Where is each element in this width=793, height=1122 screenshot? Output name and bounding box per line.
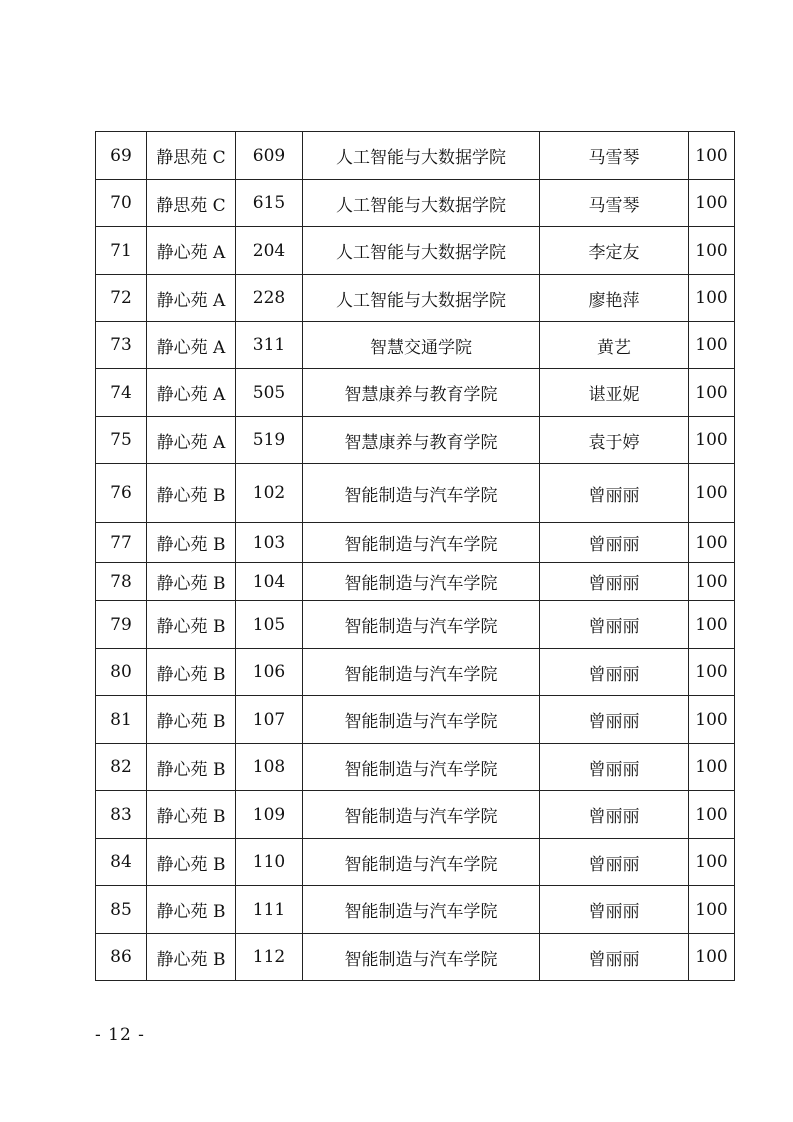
- cell-room: 228: [236, 275, 303, 322]
- cell-score: 100: [689, 180, 735, 227]
- cell-college: 智能制造与汽车学院: [303, 523, 540, 563]
- cell-college: 智能制造与汽车学院: [303, 563, 540, 601]
- cell-room: 609: [236, 132, 303, 180]
- table-row: [96, 180, 735, 227]
- table-row: [96, 791, 735, 839]
- dormitory-score-table: [95, 131, 735, 981]
- table-row: [96, 275, 735, 322]
- cell-number: 84: [96, 839, 147, 886]
- cell-number: 73: [96, 322, 147, 369]
- cell-college: 智能制造与汽车学院: [303, 464, 540, 523]
- cell-teacher: 袁于婷: [540, 417, 689, 464]
- cell-college: 智能制造与汽车学院: [303, 649, 540, 696]
- table-row: [96, 369, 735, 417]
- cell-college: 智能制造与汽车学院: [303, 934, 540, 981]
- cell-building: 静心苑 A: [147, 369, 236, 417]
- cell-college: 智慧交通学院: [303, 322, 540, 369]
- cell-teacher: 谌亚妮: [540, 369, 689, 417]
- table-row: [96, 886, 735, 934]
- cell-building: 静心苑 A: [147, 417, 236, 464]
- page-number: - 12 -: [95, 1025, 145, 1045]
- cell-score: 100: [689, 839, 735, 886]
- cell-building: 静心苑 A: [147, 275, 236, 322]
- cell-number: 76: [96, 464, 147, 523]
- cell-number: 80: [96, 649, 147, 696]
- cell-score: 100: [689, 563, 735, 601]
- cell-room: 106: [236, 649, 303, 696]
- cell-teacher: 曾丽丽: [540, 839, 689, 886]
- cell-college: 人工智能与大数据学院: [303, 275, 540, 322]
- cell-college: 人工智能与大数据学院: [303, 132, 540, 180]
- cell-room: 112: [236, 934, 303, 981]
- cell-teacher: 廖艳萍: [540, 275, 689, 322]
- cell-number: 77: [96, 523, 147, 563]
- cell-score: 100: [689, 649, 735, 696]
- cell-room: 102: [236, 464, 303, 523]
- cell-college: 智能制造与汽车学院: [303, 886, 540, 934]
- cell-teacher: 曾丽丽: [540, 464, 689, 523]
- cell-number: 81: [96, 696, 147, 744]
- cell-score: 100: [689, 132, 735, 180]
- cell-college: 智能制造与汽车学院: [303, 744, 540, 791]
- cell-building: 静心苑 B: [147, 696, 236, 744]
- cell-building: 静心苑 B: [147, 839, 236, 886]
- cell-score: 100: [689, 369, 735, 417]
- cell-score: 100: [689, 322, 735, 369]
- cell-college: 智能制造与汽车学院: [303, 791, 540, 839]
- cell-room: 108: [236, 744, 303, 791]
- cell-teacher: 曾丽丽: [540, 523, 689, 563]
- cell-teacher: 曾丽丽: [540, 791, 689, 839]
- cell-teacher: 曾丽丽: [540, 886, 689, 934]
- cell-building: 静心苑 B: [147, 791, 236, 839]
- cell-building: 静心苑 B: [147, 563, 236, 601]
- cell-college: 人工智能与大数据学院: [303, 227, 540, 275]
- cell-room: 103: [236, 523, 303, 563]
- table-row: [96, 132, 735, 180]
- cell-building: 静心苑 B: [147, 523, 236, 563]
- cell-college: 智慧康养与教育学院: [303, 369, 540, 417]
- cell-teacher: 曾丽丽: [540, 649, 689, 696]
- table-row: [96, 417, 735, 464]
- cell-teacher: 黄艺: [540, 322, 689, 369]
- cell-score: 100: [689, 744, 735, 791]
- cell-number: 82: [96, 744, 147, 791]
- table-row: [96, 523, 735, 563]
- cell-room: 109: [236, 791, 303, 839]
- cell-number: 71: [96, 227, 147, 275]
- table-row: [96, 322, 735, 369]
- cell-number: 78: [96, 563, 147, 601]
- cell-number: 69: [96, 132, 147, 180]
- cell-teacher: 李定友: [540, 227, 689, 275]
- cell-number: 86: [96, 934, 147, 981]
- table-row: [96, 934, 735, 981]
- cell-teacher: 曾丽丽: [540, 934, 689, 981]
- cell-room: 105: [236, 601, 303, 649]
- cell-room: 204: [236, 227, 303, 275]
- cell-number: 79: [96, 601, 147, 649]
- table-row: [96, 227, 735, 275]
- cell-score: 100: [689, 227, 735, 275]
- cell-score: 100: [689, 464, 735, 523]
- table-row: [96, 649, 735, 696]
- cell-building: 静心苑 B: [147, 601, 236, 649]
- table-row: [96, 464, 735, 523]
- cell-number: 72: [96, 275, 147, 322]
- cell-room: 110: [236, 839, 303, 886]
- cell-score: 100: [689, 275, 735, 322]
- cell-number: 74: [96, 369, 147, 417]
- cell-teacher: 曾丽丽: [540, 696, 689, 744]
- cell-score: 100: [689, 523, 735, 563]
- cell-building: 静心苑 B: [147, 649, 236, 696]
- cell-building: 静心苑 B: [147, 464, 236, 523]
- cell-building: 静心苑 B: [147, 886, 236, 934]
- cell-score: 100: [689, 601, 735, 649]
- cell-teacher: 曾丽丽: [540, 563, 689, 601]
- cell-college: 智能制造与汽车学院: [303, 696, 540, 744]
- cell-teacher: 曾丽丽: [540, 744, 689, 791]
- cell-teacher: 马雪琴: [540, 132, 689, 180]
- cell-number: 70: [96, 180, 147, 227]
- cell-score: 100: [689, 886, 735, 934]
- cell-room: 519: [236, 417, 303, 464]
- table-row: [96, 563, 735, 601]
- cell-building: 静心苑 A: [147, 227, 236, 275]
- cell-number: 75: [96, 417, 147, 464]
- table-row: [96, 696, 735, 744]
- cell-building: 静心苑 B: [147, 744, 236, 791]
- cell-building: 静思苑 C: [147, 132, 236, 180]
- cell-score: 100: [689, 696, 735, 744]
- cell-room: 104: [236, 563, 303, 601]
- cell-college: 智慧康养与教育学院: [303, 417, 540, 464]
- cell-room: 107: [236, 696, 303, 744]
- cell-building: 静思苑 C: [147, 180, 236, 227]
- cell-room: 111: [236, 886, 303, 934]
- table-row: [96, 839, 735, 886]
- cell-number: 85: [96, 886, 147, 934]
- cell-score: 100: [689, 791, 735, 839]
- table-row: [96, 601, 735, 649]
- cell-score: 100: [689, 417, 735, 464]
- cell-teacher: 马雪琴: [540, 180, 689, 227]
- cell-room: 615: [236, 180, 303, 227]
- cell-number: 83: [96, 791, 147, 839]
- cell-score: 100: [689, 934, 735, 981]
- cell-teacher: 曾丽丽: [540, 601, 689, 649]
- cell-college: 人工智能与大数据学院: [303, 180, 540, 227]
- table-row: [96, 744, 735, 791]
- cell-building: 静心苑 B: [147, 934, 236, 981]
- cell-room: 311: [236, 322, 303, 369]
- cell-room: 505: [236, 369, 303, 417]
- table-body: [96, 132, 735, 981]
- cell-college: 智能制造与汽车学院: [303, 601, 540, 649]
- cell-building: 静心苑 A: [147, 322, 236, 369]
- cell-college: 智能制造与汽车学院: [303, 839, 540, 886]
